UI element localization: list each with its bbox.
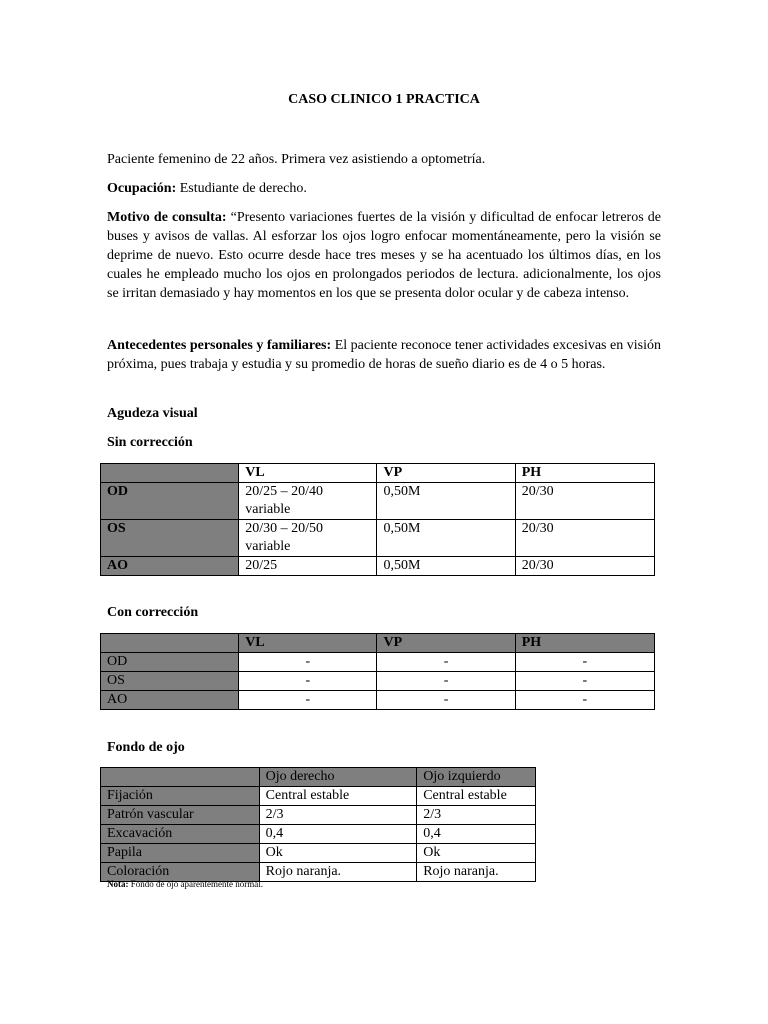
header-cell: VL [239, 464, 377, 483]
motivo-label: Motivo de consulta: [107, 210, 227, 225]
header-cell: VP [377, 634, 515, 653]
table-cell: Rojo naranja. [259, 863, 417, 882]
header-cell: VP [377, 464, 515, 483]
antecedentes-label: Antecedentes personales y familiares: [107, 338, 332, 353]
sin-correccion-table [100, 463, 655, 576]
table-cell: - [515, 691, 654, 710]
header-cell [101, 768, 260, 787]
table-cell: - [239, 691, 377, 710]
table-cell: 0,4 [417, 825, 536, 844]
ocupacion-paragraph [107, 179, 661, 198]
table-cell: Central estable [417, 787, 536, 806]
row-label-cell: Papila [101, 844, 260, 863]
header-cell: Ojo izquierdo [417, 768, 536, 787]
table-cell: 0,4 [259, 825, 417, 844]
table-cell: - [377, 653, 515, 672]
table-row [101, 557, 655, 576]
table-cell: Rojo naranja. [417, 863, 536, 882]
nota-text: Fondo de ojo aparentemente normal. [128, 879, 263, 889]
table-row [101, 806, 536, 825]
row-label-cell: AO [101, 691, 239, 710]
fondo-table [100, 767, 536, 882]
intro-paragraph: Paciente femenino de 22 años. Primera vez asistiendo a optometría. [107, 152, 486, 167]
table-cell: - [515, 672, 654, 691]
agudeza-heading: Agudeza visual [107, 406, 198, 421]
table-cell: 0,50M [377, 557, 515, 576]
table-cell: - [377, 691, 515, 710]
table-row [101, 844, 536, 863]
header-cell: PH [515, 464, 654, 483]
con-correccion-heading: Con corrección [107, 605, 199, 620]
row-label-cell: Patrón vascular [101, 806, 260, 825]
row-label-cell: OD [101, 653, 239, 672]
header-cell [101, 464, 239, 483]
table-cell: Ok [417, 844, 536, 863]
table-cell: 0,50M [377, 520, 515, 557]
nota-label: Nota: [107, 879, 129, 889]
table-row [101, 825, 536, 844]
row-label-cell: OD [101, 483, 239, 520]
header-cell: PH [515, 634, 654, 653]
antecedentes-text: El paciente reconoce tener actividades excesivas en visión próxima, pues trabaja y estudia y su promedio de horas de sueño diario es de 4 o 5 horas. [107, 338, 661, 372]
antecedentes-paragraph [107, 336, 661, 374]
table-cell: Ok [259, 844, 417, 863]
table-cell: - [239, 653, 377, 672]
table-cell: - [515, 653, 654, 672]
document-title: CASO CLINICO 1 PRACTICA [288, 92, 480, 107]
table-cell: 20/30 – 20/50 variable [239, 520, 377, 557]
table-row [101, 520, 655, 557]
row-label-cell: Coloración [101, 863, 260, 882]
ocupacion-label: Ocupación: [107, 181, 177, 196]
table-row [101, 653, 655, 672]
motivo-paragraph [107, 208, 661, 303]
table-header-row [101, 634, 655, 653]
fondo-heading: Fondo de ojo [107, 740, 185, 755]
row-label-cell: Excavación [101, 825, 260, 844]
table-cell: 20/30 [515, 483, 654, 520]
header-cell: Ojo derecho [259, 768, 417, 787]
table-cell: 2/3 [417, 806, 536, 825]
row-label-cell: Fijación [101, 787, 260, 806]
table-cell: - [239, 672, 377, 691]
nota-line [107, 879, 263, 889]
table-cell: 20/30 [515, 520, 654, 557]
table-cell: 0,50M [377, 483, 515, 520]
con-correccion-table [100, 633, 655, 710]
motivo-text: “Presento variaciones fuertes de la visión y dificultad de enfocar letreros de buses y avisos de vallas. Al esforzar los ojos logro enfocar momentáneamente, pero la visión se deprime de nuevo. Esto ocurre desde hace tres meses y se ha acentuado los últimos días, en los cuales he empleado mucho los ojos en prolongados periodos de lectura. adicionalmente, los ojos se irritan demasiado y hay momentos en los que se presenta dolor ocular y de cabeza intenso. [107, 210, 661, 301]
table-cell: Central estable [259, 787, 417, 806]
ocupacion-text: Estudiante de derecho. [176, 181, 307, 196]
table-row [101, 691, 655, 710]
table-cell: - [377, 672, 515, 691]
table-row [101, 787, 536, 806]
sin-correccion-heading: Sin corrección [107, 435, 193, 450]
table-cell: 20/30 [515, 557, 654, 576]
table-cell: 2/3 [259, 806, 417, 825]
table-row [101, 672, 655, 691]
row-label-cell: AO [101, 557, 239, 576]
table-header-row [101, 768, 536, 787]
header-cell [101, 634, 239, 653]
row-label-cell: OS [101, 520, 239, 557]
table-header-row [101, 464, 655, 483]
row-label-cell: OS [101, 672, 239, 691]
table-row [101, 483, 655, 520]
header-cell: VL [239, 634, 377, 653]
table-cell: 20/25 – 20/40 variable [239, 483, 377, 520]
table-cell: 20/25 [239, 557, 377, 576]
